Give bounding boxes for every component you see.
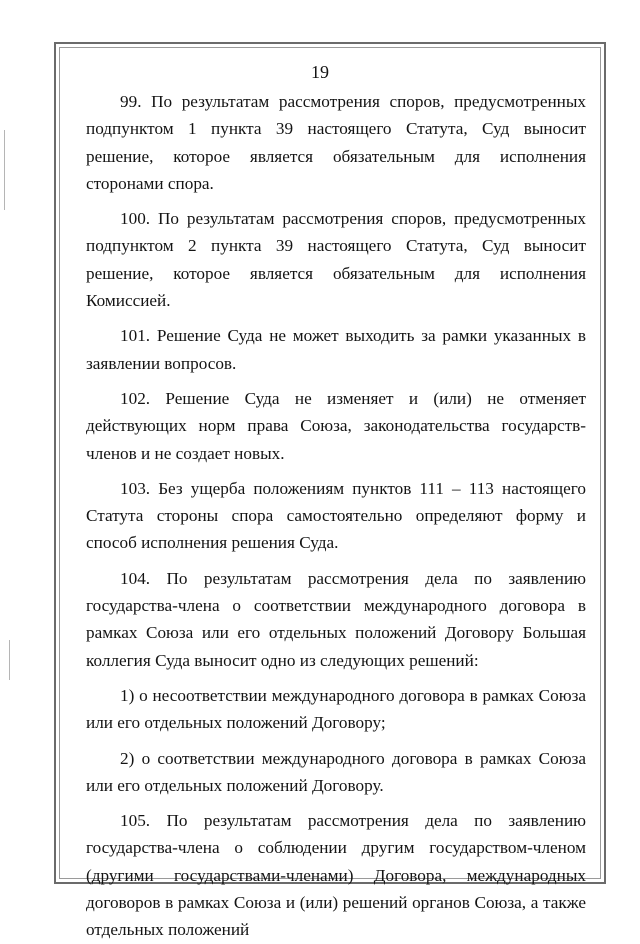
paragraph-99: 99. По результатам рассмотрения споров, предусмотренных подпунктом 1 пункта 39 настоящего Статута, Суд выносит решение, которое является обязательным для исполнения сторонами спора. xyxy=(86,92,586,193)
paragraph-102: 102. Решение Суда не изменяет и (или) не отменяет действующих норм права Союза, законодательства государств-членов и не создает новых. xyxy=(86,388,586,463)
paragraph-100: 100. По результатам рассмотрения споров, предусмотренных подпунктом 2 пункта 39 настоящего Статута, Суд выносит решение, которое является обязательным для исполнения Комиссией. xyxy=(86,209,586,311)
scan-artifact-mark xyxy=(9,640,10,680)
page-number: 19 xyxy=(311,62,329,82)
scan-artifact-mark xyxy=(4,130,5,210)
paragraph-104: 104. По результатам рассмотрения дела по заявлению государства-члена о соответствии международного договора в рамках Союза или его отдельных положений Договору Большая коллегия Суда выносит одно из следующих решений: xyxy=(86,568,586,670)
document-body xyxy=(86,88,586,944)
list-item-2: 2) о соответствии международного договора в рамках Союза или его отдельных положений Договору. xyxy=(86,748,586,795)
paragraph-103: 103. Без ущерба положениям пунктов 111 – 113 настоящего Статута стороны спора самостоятельно определяют форму и способ исполнения решения Суда. xyxy=(86,478,586,553)
paragraph-105: 105. По результатам рассмотрения дела по заявлению государства-члена о соблюдении другим государством-членом (другими государствами-членами) Договора, международных договоров в рамках Союза и (или) решений органов Союза, а также отдельных положений xyxy=(86,811,586,940)
list-item-1: 1) о несоответствии международного договора в рамках Союза или его отдельных положений Договору; xyxy=(86,685,586,733)
paragraph-101: 101. Решение Суда не может выходить за рамки указанных в заявлении вопросов. xyxy=(86,326,586,373)
